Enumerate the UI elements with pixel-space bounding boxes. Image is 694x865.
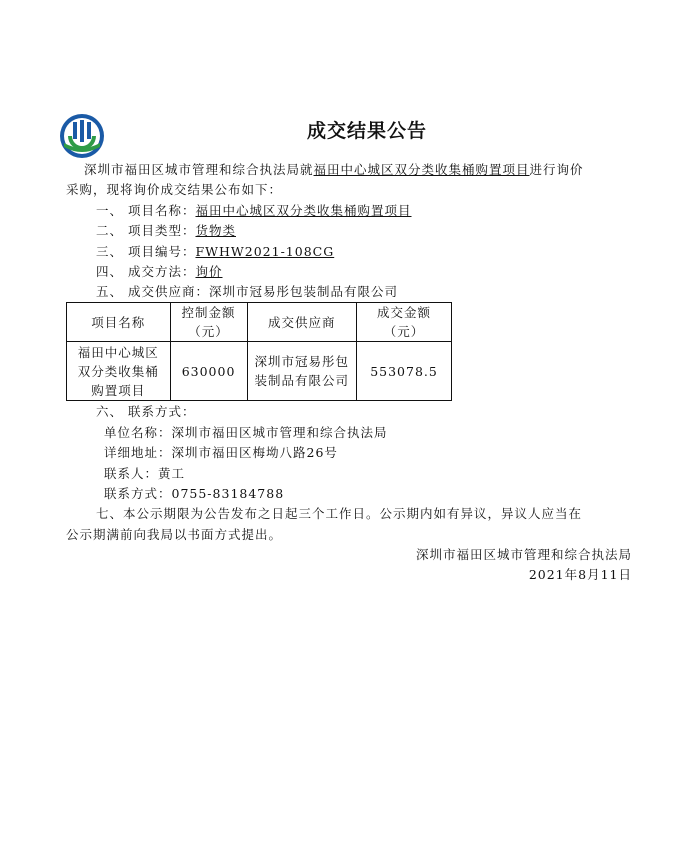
contact-address: 详细地址：深圳市福田区梅坳八路26号 xyxy=(104,445,338,460)
table-header-cell: 成交供应商 xyxy=(247,303,357,342)
table-header-cell: 项目名称 xyxy=(67,303,171,342)
item-label: 一、 项目名称： xyxy=(96,203,196,218)
item-value[interactable]: 货物类 xyxy=(195,223,236,238)
item-project-type xyxy=(96,223,236,239)
item-value: 深圳市冠易彤包装制品有限公司 xyxy=(208,284,398,299)
contact-unit: 单位名称：深圳市福田区城市管理和综合执法局 xyxy=(104,425,388,440)
table-row xyxy=(67,342,452,401)
item-value[interactable]: 福田中心城区双分类收集桶购置项目 xyxy=(195,203,412,218)
intro-prefix: 深圳市福田区城市管理和综合执法局就 xyxy=(84,162,314,177)
intro-project-link[interactable]: 福田中心城区双分类收集桶购置项目 xyxy=(313,162,530,177)
table-cell: 553078.5 xyxy=(357,342,452,401)
table-header-cell: 控制金额 （元） xyxy=(170,303,247,342)
table-header-row xyxy=(67,303,452,342)
signature-org: 深圳市福田区城市管理和综合执法局 xyxy=(415,547,632,562)
table-cell: 深圳市冠易彤包 装制品有限公司 xyxy=(247,342,357,401)
contact-phone: 联系方式：0755-83184788 xyxy=(104,486,285,501)
item-deal-method xyxy=(96,264,223,280)
page-title: 成交结果公告 xyxy=(306,120,427,142)
table-cell: 福田中心城区 双分类收集桶 购置项目 xyxy=(67,342,171,401)
item-project-number xyxy=(96,244,334,260)
item-label: 二、 项目类型： xyxy=(96,223,196,238)
notice-line-1: 七、本公示期限为公告发布之日起三个工作日。公示期内如有异议，异议人应当在 xyxy=(96,506,583,521)
intro-line-2: 采购，现将询价成交结果公布如下： xyxy=(66,182,283,197)
contact-heading: 六、 联系方式： xyxy=(96,404,196,419)
item-label: 四、 成交方法： xyxy=(96,264,196,279)
item-label: 五、 成交供应商： xyxy=(96,284,209,299)
intro-suffix: 进行询价 xyxy=(529,162,584,177)
result-table xyxy=(66,302,452,401)
intro-line-1 xyxy=(84,162,584,178)
signature-date: 2021年8月11日 xyxy=(528,567,632,582)
table-header-cell: 成交金额 （元） xyxy=(357,303,452,342)
item-value[interactable]: 询价 xyxy=(195,264,223,279)
table-cell: 630000 xyxy=(170,342,247,401)
item-value[interactable]: FWHW2021-108CG xyxy=(195,244,335,259)
item-label: 三、 项目编号： xyxy=(96,244,196,259)
item-project-name xyxy=(96,203,412,219)
contact-person: 联系人：黄工 xyxy=(104,466,186,481)
notice-line-2: 公示期满前向我局以书面方式提出。 xyxy=(66,527,283,542)
item-supplier xyxy=(96,284,398,300)
